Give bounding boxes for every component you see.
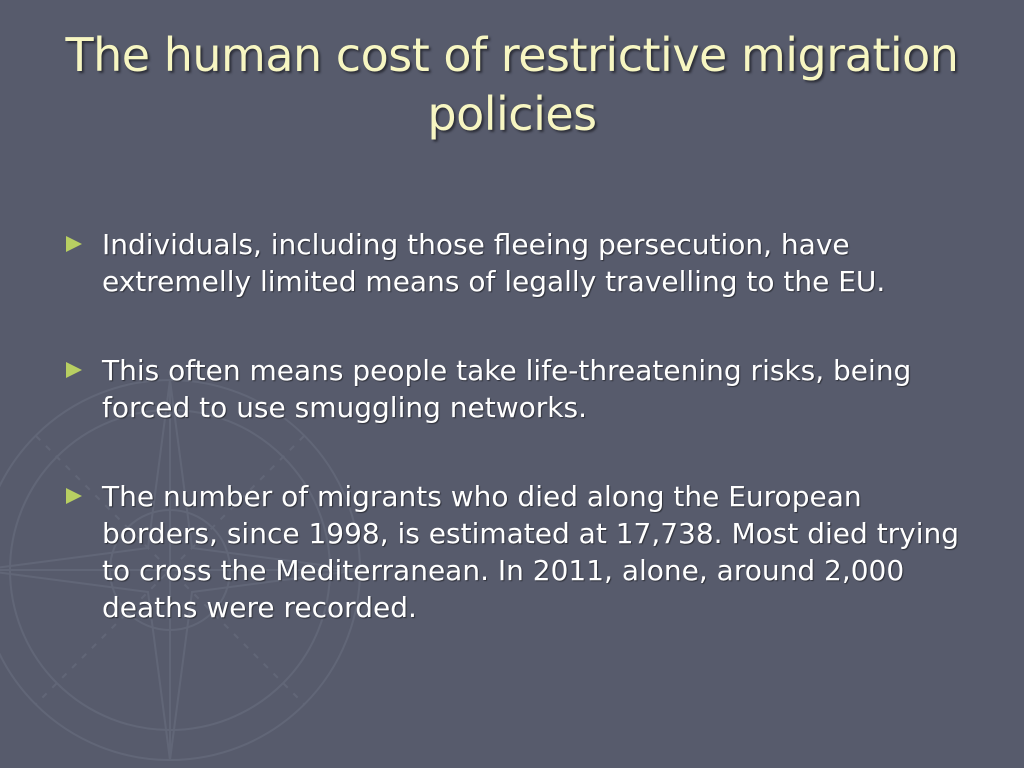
triangle-arrow-bullet-icon xyxy=(66,488,82,504)
bullet-text: This often means people take life-threatening risks, being forced to use smuggling networks. xyxy=(102,354,912,424)
slide-title: The human cost of restrictive migration policies xyxy=(65,28,959,141)
bullet-item xyxy=(62,352,972,426)
triangle-arrow-bullet-icon xyxy=(66,362,82,378)
bullet-text: The number of migrants who died along the European borders, since 1998, is estimated at 17,738. Most died trying to cross the Mediterranean. In 2011, alone, around 2,000 deaths were recorded. xyxy=(102,480,960,624)
bullet-list xyxy=(62,226,972,626)
triangle-arrow-bullet-icon xyxy=(66,236,82,252)
bullet-item xyxy=(62,478,972,626)
bullet-item xyxy=(62,226,972,300)
bullet-text: Individuals, including those fleeing persecution, have extremelly limited means of legally travelling to the EU. xyxy=(102,228,886,298)
